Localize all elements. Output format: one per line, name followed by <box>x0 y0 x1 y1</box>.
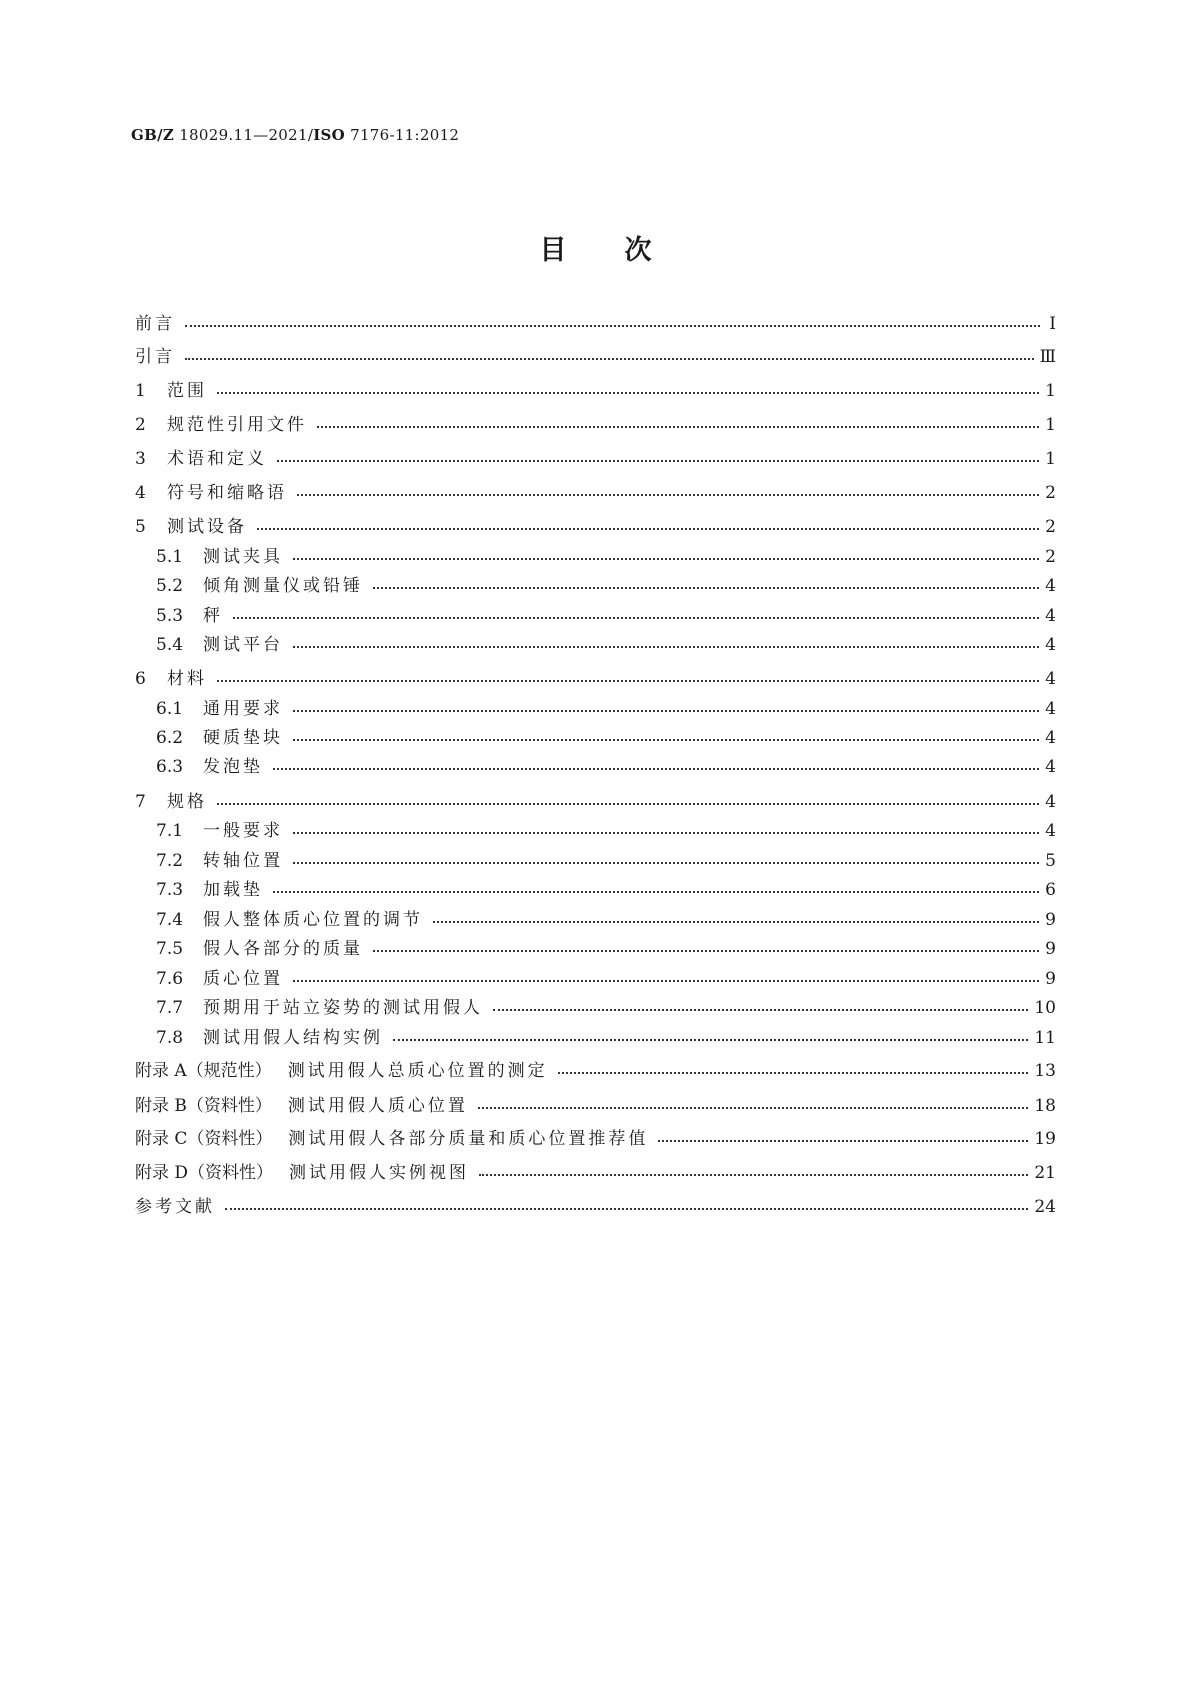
toc-entry-page: 9 <box>1045 969 1056 989</box>
toc-dot-leader <box>185 352 1034 360</box>
toc-entry[interactable] <box>135 515 1056 539</box>
toc-entry[interactable] <box>156 755 1056 779</box>
toc-entry-page: 1 <box>1045 381 1056 401</box>
toc-entry-number: 5.4 <box>156 635 184 655</box>
toc-entry-number: 7.2 <box>156 851 184 871</box>
toc-entry-page: 13 <box>1034 1061 1056 1081</box>
toc-entry-number: 7.8 <box>156 1028 184 1048</box>
toc-dot-leader <box>373 944 1039 952</box>
toc-entry[interactable] <box>156 967 1056 991</box>
standard-number <box>131 126 459 144</box>
toc-dot-leader <box>433 915 1039 923</box>
toc-entry-number: 4 <box>135 483 146 503</box>
toc-entry[interactable] <box>135 447 1056 471</box>
toc-entry-page: 1 <box>1045 449 1056 469</box>
toc-entry-label: 测试用假人各部分质量和质心位置推荐值 <box>288 1129 649 1149</box>
toc-entry-label: 术语和定义 <box>167 449 267 469</box>
toc-entry[interactable] <box>135 345 1056 369</box>
toc-entry-label: 一般要求 <box>203 821 283 841</box>
toc-dot-leader <box>217 797 1039 805</box>
toc-entry-page: 2 <box>1045 547 1056 567</box>
toc-entry-page: 4 <box>1045 576 1056 596</box>
toc-dot-leader <box>317 420 1039 428</box>
toc-entry-number: 7 <box>135 792 146 812</box>
toc-entry-label: 符号和缩略语 <box>167 483 287 503</box>
toc-dot-leader <box>217 674 1039 682</box>
toc-entry-number: 6.2 <box>156 728 184 748</box>
toc-dot-leader <box>217 386 1039 394</box>
toc-dot-leader <box>478 1101 1028 1109</box>
toc-entry-label: 转轴位置 <box>203 851 283 871</box>
iso-prefix: ISO <box>313 126 346 144</box>
toc-entry-number: 6 <box>135 669 146 689</box>
toc-entry-label: 测试平台 <box>203 635 283 655</box>
toc-entry-page: Ⅲ <box>1039 347 1056 367</box>
toc-entry-number: 7.5 <box>156 939 184 959</box>
toc-entry-page: 9 <box>1045 910 1056 930</box>
toc-entry-number: 7.6 <box>156 969 184 989</box>
toc-entry-number: 7.4 <box>156 910 184 930</box>
toc-entry-number: 附录 D（资料性） <box>135 1163 274 1183</box>
toc-entry-number: 附录 A（规范性） <box>135 1061 272 1081</box>
toc-dot-leader <box>273 885 1039 893</box>
toc-dot-leader <box>373 581 1039 589</box>
toc-dot-leader <box>293 856 1039 864</box>
toc-entry[interactable] <box>156 697 1056 721</box>
toc-entry-label: 倾角测量仪或铅锤 <box>203 576 363 596</box>
std-number: 18029.11—2021/ <box>174 126 314 144</box>
toc-entry-number: 2 <box>135 415 146 435</box>
toc-entry-page: 4 <box>1045 669 1056 689</box>
toc-entry-page: 19 <box>1034 1129 1056 1149</box>
toc-entry[interactable] <box>156 908 1056 932</box>
toc-entry-page: Ⅰ <box>1049 314 1056 334</box>
toc-entry-number: 7.1 <box>156 821 184 841</box>
toc-dot-leader <box>273 762 1039 770</box>
toc-entry-label: 硬质垫块 <box>203 728 283 748</box>
toc-entry-page: 21 <box>1034 1163 1056 1183</box>
toc-entry-label: 假人整体质心位置的调节 <box>203 910 423 930</box>
toc-entry-label: 测试用假人总质心位置的测定 <box>287 1061 548 1081</box>
toc-dot-leader <box>479 1168 1028 1176</box>
toc-entry-number: 6.1 <box>156 699 184 719</box>
toc-entry-number: 7.7 <box>156 998 184 1018</box>
toc-dot-leader <box>393 1033 1028 1041</box>
iso-number: 7176-11:2012 <box>345 126 460 144</box>
toc-dot-leader <box>257 522 1039 530</box>
toc-entry-number: 5 <box>135 517 146 537</box>
toc-entry[interactable] <box>135 379 1056 403</box>
toc-entry[interactable] <box>135 481 1056 505</box>
toc-entry-label: 秤 <box>203 606 223 626</box>
toc-dot-leader <box>293 552 1039 560</box>
toc-entry-page: 4 <box>1045 635 1056 655</box>
toc-entry-page: 5 <box>1045 851 1056 871</box>
toc-entry[interactable] <box>135 413 1056 437</box>
toc-entry-label: 假人各部分的质量 <box>203 939 363 959</box>
toc-entry-page: 4 <box>1045 792 1056 812</box>
toc-entry-page: 4 <box>1045 821 1056 841</box>
std-prefix: GB/Z <box>131 126 175 144</box>
page-title: 目次 <box>539 235 710 266</box>
toc-dot-leader <box>293 974 1039 982</box>
toc-entry[interactable] <box>156 1026 1056 1050</box>
toc-entry[interactable] <box>156 545 1056 569</box>
toc-entry-label: 规范性引用文件 <box>167 415 307 435</box>
toc-entry-label: 预期用于站立姿势的测试用假人 <box>203 998 483 1018</box>
toc-entry-page: 10 <box>1034 998 1056 1018</box>
toc-dot-leader <box>277 454 1039 462</box>
toc-entry-label: 加载垫 <box>203 880 263 900</box>
toc-entry-page: 4 <box>1045 757 1056 777</box>
toc-entry-label: 引言 <box>135 347 175 367</box>
toc-entry-label: 通用要求 <box>203 699 283 719</box>
toc-dot-leader <box>658 1134 1028 1142</box>
toc-entry[interactable] <box>135 1059 1056 1083</box>
toc-entry-number: 7.3 <box>156 880 184 900</box>
toc-entry-page: 2 <box>1045 483 1056 503</box>
toc-entry-page: 4 <box>1045 606 1056 626</box>
toc-entry[interactable] <box>156 937 1056 961</box>
toc-entry-label: 质心位置 <box>203 969 283 989</box>
toc-entry-page: 9 <box>1045 939 1056 959</box>
toc-entry[interactable] <box>156 604 1056 628</box>
toc-entry-page: 18 <box>1034 1096 1056 1116</box>
toc-entry-label: 参考文献 <box>135 1197 215 1217</box>
toc-entry-page: 2 <box>1045 517 1056 537</box>
toc-entry-number: 5.2 <box>156 576 184 596</box>
toc-dot-leader <box>293 826 1039 834</box>
toc-entry[interactable] <box>135 1094 1056 1118</box>
toc-entry[interactable] <box>156 878 1056 902</box>
toc-entry-label: 范围 <box>167 381 207 401</box>
toc-dot-leader <box>293 640 1039 648</box>
toc-entry-number: 5.1 <box>156 547 184 567</box>
toc-entry-page: 6 <box>1045 880 1056 900</box>
toc-entry-label: 测试用假人质心位置 <box>287 1096 468 1116</box>
toc-entry[interactable] <box>156 574 1056 598</box>
toc-entry-number: 6.3 <box>156 757 184 777</box>
toc-entry[interactable] <box>135 1127 1056 1151</box>
toc-entry-label: 规格 <box>167 792 207 812</box>
toc-entry-page: 4 <box>1045 728 1056 748</box>
toc-entry-label: 测试用假人实例视图 <box>289 1163 470 1183</box>
toc-dot-leader <box>185 319 1040 327</box>
toc-entry-page: 1 <box>1045 415 1056 435</box>
toc-entry-label: 发泡垫 <box>203 757 263 777</box>
toc-dot-leader <box>293 704 1039 712</box>
toc-entry-number: 3 <box>135 449 146 469</box>
toc-entry[interactable] <box>156 996 1056 1020</box>
toc-entry-label: 前言 <box>135 314 175 334</box>
toc-entry-label: 测试夹具 <box>203 547 283 567</box>
toc-entry[interactable] <box>156 849 1056 873</box>
toc-entry-label: 测试用假人结构实例 <box>203 1028 383 1048</box>
toc-entry-page: 4 <box>1045 699 1056 719</box>
toc-entry[interactable] <box>135 667 1056 691</box>
toc-dot-leader <box>493 1003 1028 1011</box>
toc-entry-label: 材料 <box>167 669 207 689</box>
toc-entry-label: 测试设备 <box>167 517 247 537</box>
toc-entry-number: 5.3 <box>156 606 184 626</box>
toc-dot-leader <box>233 611 1039 619</box>
toc-entry-number: 1 <box>135 381 146 401</box>
toc-entry[interactable] <box>135 790 1056 814</box>
toc-entry-number: 附录 B（资料性） <box>135 1096 272 1116</box>
toc-dot-leader <box>297 488 1039 496</box>
toc-entry[interactable] <box>156 726 1056 750</box>
toc-entry[interactable] <box>135 1195 1056 1219</box>
toc-entry[interactable] <box>135 312 1056 336</box>
toc-entry[interactable] <box>156 819 1056 843</box>
toc-entry-number: 附录 C（资料性） <box>135 1129 273 1149</box>
toc-dot-leader <box>225 1202 1028 1210</box>
toc-entry[interactable] <box>135 1161 1056 1185</box>
toc-entry[interactable] <box>156 633 1056 657</box>
toc-entry-page: 11 <box>1034 1028 1056 1048</box>
toc-entry-page: 24 <box>1034 1197 1056 1217</box>
toc-dot-leader <box>293 733 1039 741</box>
toc-dot-leader <box>558 1066 1029 1074</box>
